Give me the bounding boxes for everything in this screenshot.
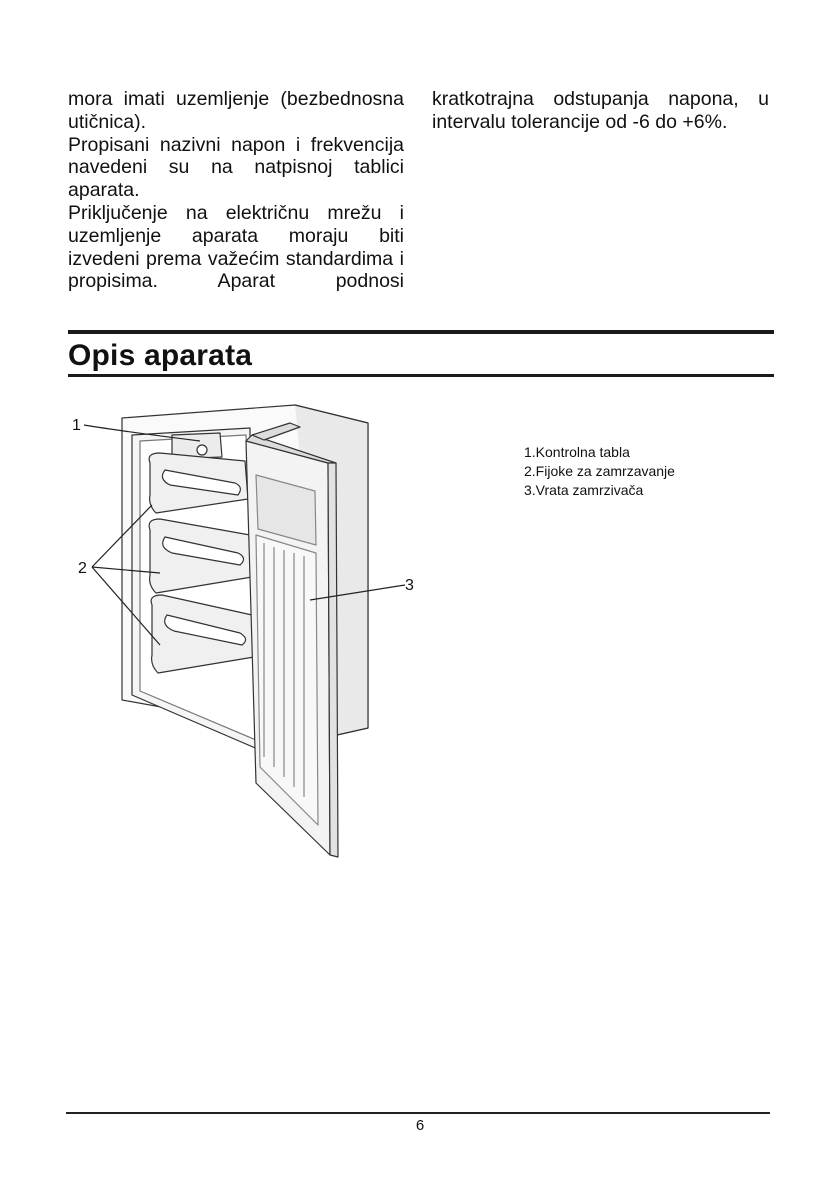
paragraph-grounding: mora imati uzemljenje (bezbednosna utičnica). <box>68 88 404 133</box>
control-knob <box>197 445 207 455</box>
legend-item-freezer-door: 3.Vrata zamrzivača <box>524 482 644 498</box>
legend-item-freezer-drawers: 2.Fijoke za zamrzavanje <box>524 463 675 479</box>
right-text-column <box>432 88 769 134</box>
parts-legend <box>524 443 675 500</box>
paragraph-rated-voltage: Propisani nazivni napon i frekvencija navedeni su na natpisnoj tablici aparata. <box>68 133 404 202</box>
paragraph-connection: Priključenje na električnu mrežu i uzemljenje aparata moraju biti izvedeni prema važećim standardima i propisima. Aparat podnosi <box>68 201 404 293</box>
paragraph-voltage-tolerance: kratkotrajna odstupanja napona, u intervalu tolerancije od -6 do +6%. <box>432 88 769 133</box>
left-text-column <box>68 88 404 293</box>
section-title: Opis aparata <box>68 339 253 372</box>
footer-rule <box>66 1112 770 1114</box>
freezer-illustration <box>60 395 420 865</box>
section-top-rule <box>68 330 774 334</box>
legend-item-control-panel: 1.Kontrolna tabla <box>524 444 630 460</box>
section-bottom-rule <box>68 374 774 377</box>
freezer-door <box>246 435 338 857</box>
callout-1: 1 <box>72 417 81 434</box>
page-number: 6 <box>415 1117 425 1134</box>
callout-3: 3 <box>405 577 414 594</box>
callout-2: 2 <box>78 560 87 577</box>
